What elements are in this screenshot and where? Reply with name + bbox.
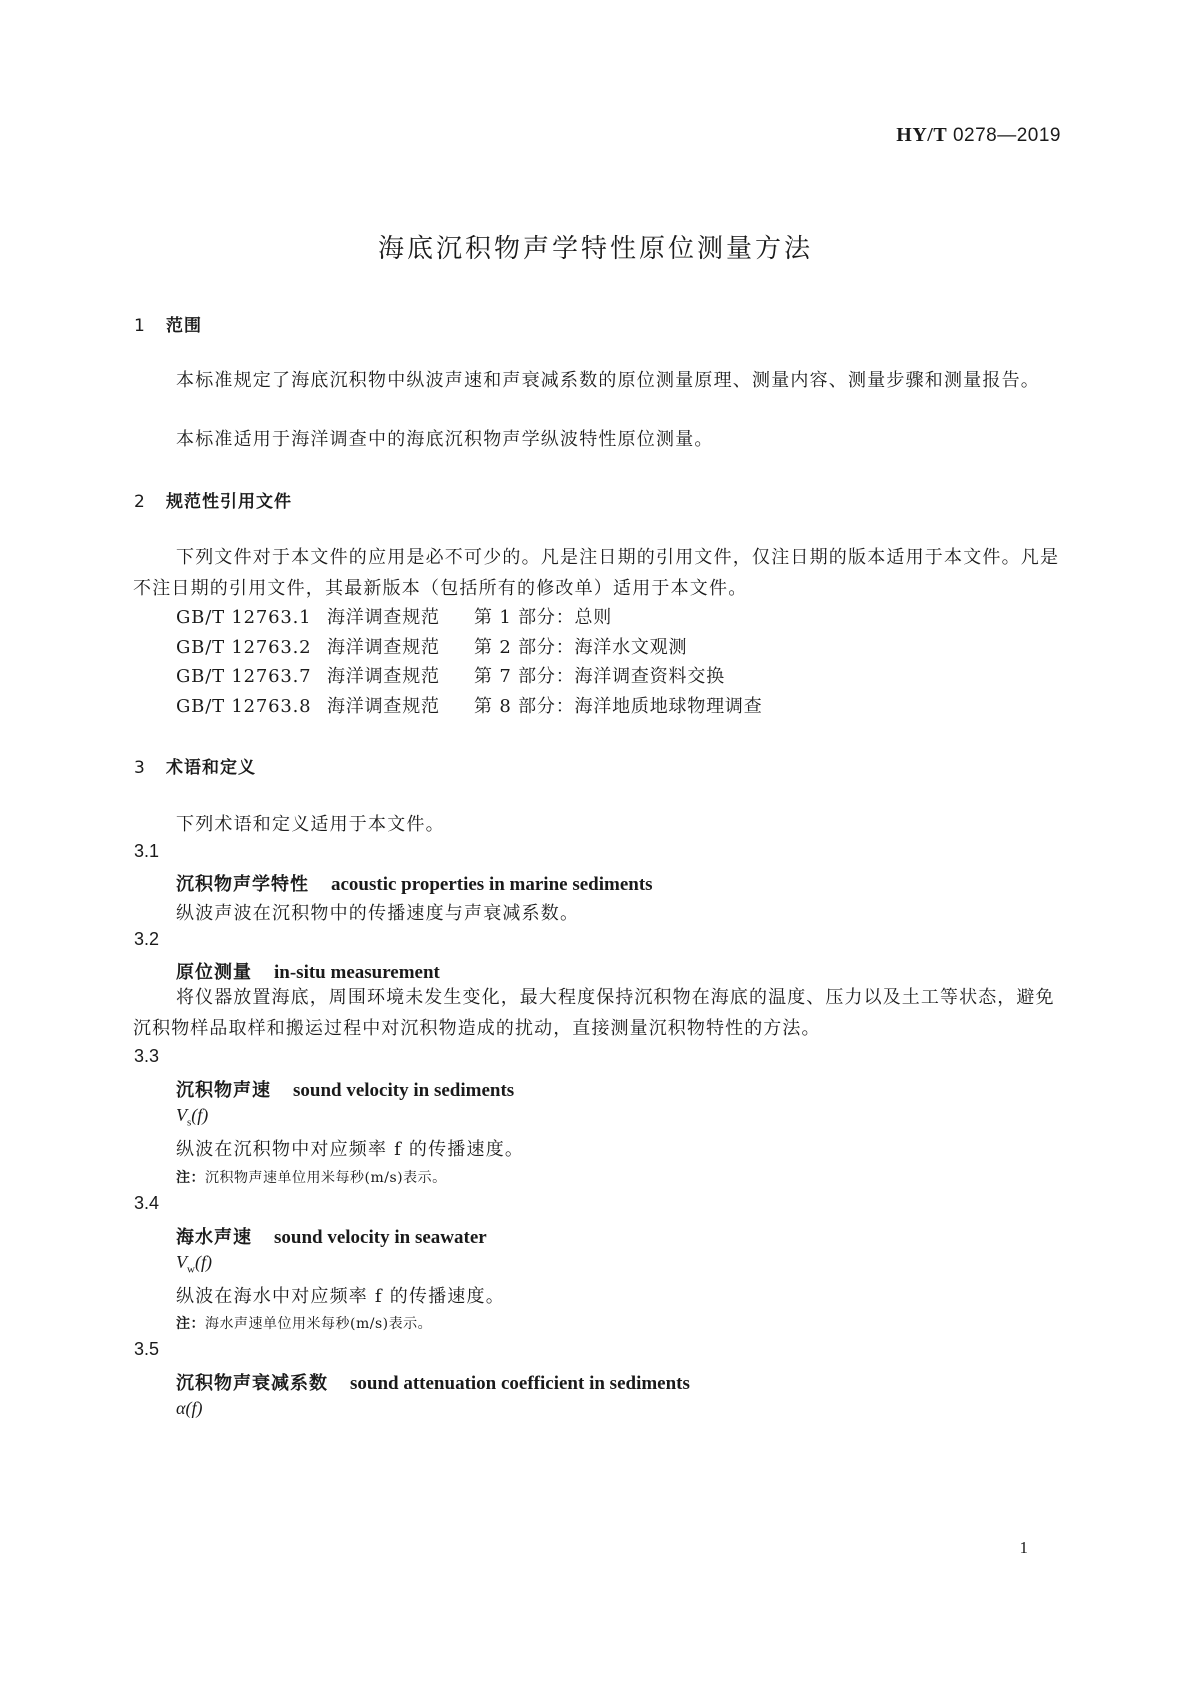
symbol-arg: (f) bbox=[194, 1252, 212, 1272]
ref-name: 海洋调查规范 bbox=[327, 607, 440, 628]
term-number: 3.4 bbox=[134, 1193, 160, 1213]
ref-code: GB/T 12763.2 bbox=[176, 637, 312, 658]
term-en: sound velocity in seawater bbox=[274, 1227, 487, 1248]
term-en: sound attenuation coefficient in sediments bbox=[350, 1373, 690, 1394]
term-number: 3.1 bbox=[134, 841, 160, 861]
term-zh: 沉积物声学特性 bbox=[176, 874, 309, 895]
ref-name: 海洋调查规范 bbox=[327, 666, 440, 687]
term-number: 3.2 bbox=[134, 929, 160, 949]
term-heading bbox=[176, 1369, 690, 1395]
section-1-heading bbox=[134, 311, 202, 336]
reference-item bbox=[176, 603, 612, 629]
page-number: 1 bbox=[1019, 1538, 1028, 1557]
section-title: 术语和定义 bbox=[166, 758, 256, 778]
section-number: 2 bbox=[134, 492, 145, 512]
ref-part: 第 2 部分：海洋水文观测 bbox=[474, 637, 688, 658]
term-heading bbox=[176, 870, 653, 896]
standard-number: 0278—2019 bbox=[952, 125, 1061, 146]
term-note bbox=[176, 1313, 432, 1333]
ref-part: 第 8 部分：海洋地质地球物理调查 bbox=[474, 696, 763, 717]
note-text: 海水声速单位用米每秒(m/s)表示。 bbox=[205, 1316, 433, 1332]
term-definition: 纵波在海水中对应频率 f 的传播速度。 bbox=[176, 1286, 505, 1307]
ref-part: 第 7 部分：海洋调查资料交换 bbox=[474, 666, 725, 687]
term-heading bbox=[176, 1076, 514, 1102]
term-en: sound velocity in sediments bbox=[293, 1080, 515, 1101]
section-1-para-1: 本标准规定了海底沉积物中纵波声速和声衰减系数的原位测量原理、测量内容、测量步骤和测量报告。 bbox=[176, 370, 1040, 391]
reference-item bbox=[176, 662, 725, 688]
ref-code: GB/T 12763.1 bbox=[176, 607, 312, 628]
term-zh: 海水声速 bbox=[176, 1227, 252, 1248]
section-number: 3 bbox=[134, 758, 145, 778]
note-text: 沉积物声速单位用米每秒(m/s)表示。 bbox=[205, 1170, 447, 1186]
term-zh: 沉积物声衰减系数 bbox=[176, 1373, 328, 1394]
section-1-para-2: 本标准适用于海洋调查中的海底沉积物声学纵波特性原位测量。 bbox=[176, 429, 714, 450]
ref-name: 海洋调查规范 bbox=[327, 637, 440, 658]
ref-code: GB/T 12763.7 bbox=[176, 666, 312, 687]
term-en: acoustic properties in marine sediments bbox=[331, 874, 653, 895]
ref-code: GB/T 12763.8 bbox=[176, 696, 312, 717]
symbol-main: α bbox=[176, 1398, 186, 1418]
note-label: 注： bbox=[176, 1170, 205, 1186]
standard-code bbox=[896, 124, 1061, 147]
symbol-subscript: s bbox=[187, 1116, 192, 1129]
term-en: in-situ measurement bbox=[274, 962, 440, 983]
ref-part: 第 1 部分：总则 bbox=[474, 607, 613, 628]
term-heading bbox=[176, 1223, 487, 1249]
term-note bbox=[176, 1167, 447, 1187]
term-zh: 原位测量 bbox=[176, 962, 252, 983]
document-title: 海底沉积物声学特性原位测量方法 bbox=[377, 234, 813, 264]
symbol-subscript: w bbox=[187, 1263, 195, 1276]
section-3-heading bbox=[134, 753, 256, 778]
note-label: 注： bbox=[176, 1316, 205, 1332]
section-2-heading bbox=[134, 487, 292, 512]
reference-item bbox=[176, 692, 763, 718]
symbol-arg: (f) bbox=[185, 1398, 203, 1418]
symbol-main: V bbox=[176, 1252, 187, 1272]
reference-item bbox=[176, 633, 687, 659]
section-number: 1 bbox=[134, 316, 145, 336]
term-symbol bbox=[176, 1398, 202, 1419]
term-zh: 沉积物声速 bbox=[176, 1080, 271, 1101]
symbol-main: V bbox=[176, 1105, 187, 1125]
term-symbol bbox=[176, 1105, 208, 1129]
term-definition: 将仪器放置海底，周围环境未发生变化，最大程度保持沉积物在海底的温度、压力以及土工等状态，避免沉积物样品取样和搬运过程中对沉积物造成的扰动，直接测量沉积物特性的方法。 bbox=[133, 987, 1055, 1039]
section-title: 范围 bbox=[166, 316, 202, 336]
section-2-para-1: 下列文件对于本文件的应用是必不可少的。凡是注日期的引用文件，仅注日期的版本适用于本文件。凡是不注日期的引用文件，其最新版本（包括所有的修改单）适用于本文件。 bbox=[133, 547, 1060, 599]
term-symbol bbox=[176, 1252, 212, 1276]
term-definition: 纵波声波在沉积物中的传播速度与声衰减系数。 bbox=[176, 903, 580, 924]
term-number: 3.3 bbox=[134, 1046, 160, 1066]
section-title: 规范性引用文件 bbox=[166, 492, 292, 512]
section-3-intro: 下列术语和定义适用于本文件。 bbox=[176, 814, 445, 835]
term-number: 3.5 bbox=[134, 1339, 160, 1359]
term-heading bbox=[176, 958, 440, 984]
term-definition: 纵波在沉积物中对应频率 f 的传播速度。 bbox=[176, 1139, 525, 1160]
symbol-arg: (f) bbox=[191, 1105, 209, 1125]
ref-name: 海洋调查规范 bbox=[327, 696, 440, 717]
standard-prefix: HY/T bbox=[896, 124, 948, 146]
